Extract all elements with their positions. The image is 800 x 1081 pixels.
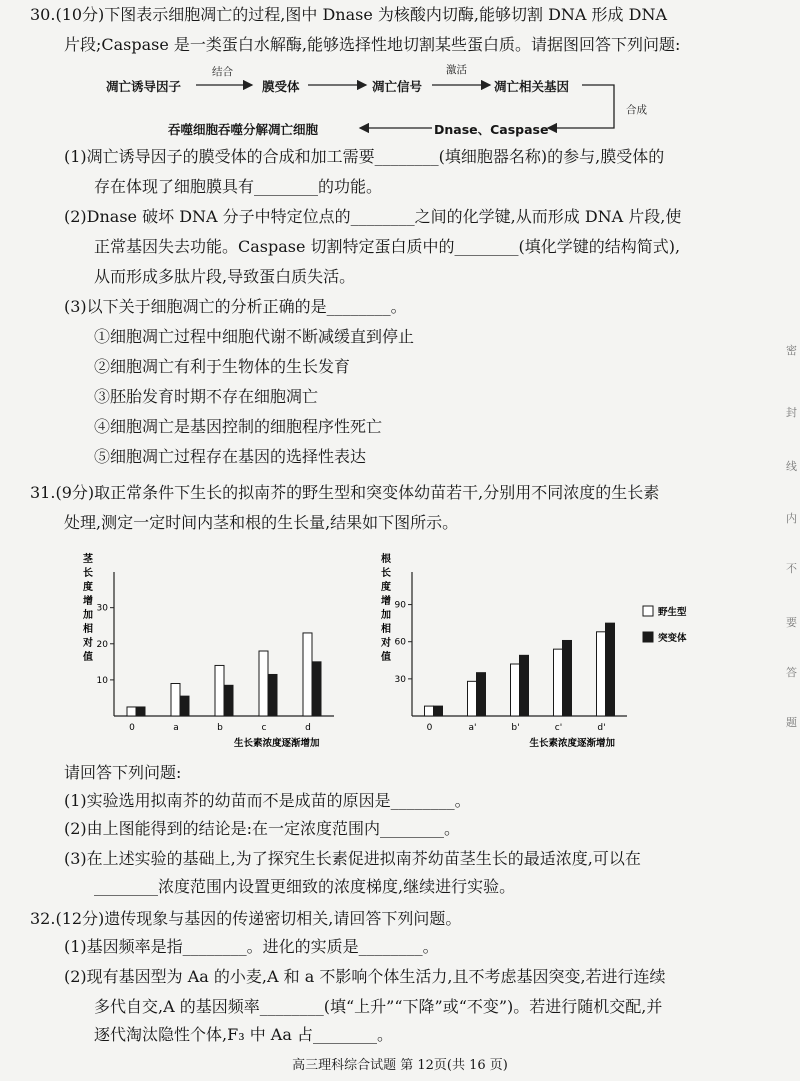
root-xtick-label: a' (468, 723, 477, 733)
q30-part2-line2: 正常基因失去功能。Caspase 切割特定蛋白质中的________(填化学键的结构简式), (94, 237, 681, 256)
flow-edge-activate: 激活 (446, 64, 467, 76)
root-xtick-label: c' (554, 723, 563, 733)
stem-ylabel-char: 加 (83, 610, 93, 621)
stem-ylabel-char: 相 (83, 624, 93, 635)
q30-part3: (3)以下关于细胞凋亡的分析正确的是________。 (64, 297, 407, 316)
stem-bar-wildtype (215, 665, 224, 716)
root-xtick-label: b' (511, 723, 520, 733)
root-ytick-label: 90 (394, 600, 406, 611)
root-legend-label: 野生型 (658, 607, 687, 618)
root-bar-wildtype (468, 681, 477, 716)
q30-option-4: ④细胞凋亡是基因控制的细胞程序性死亡 (94, 417, 383, 436)
stem-ylabel-char: 值 (83, 652, 93, 663)
stem-ylabel-char: 长 (83, 568, 93, 579)
stem-bar-mutant (180, 696, 189, 716)
seal-char-8: 题 (786, 716, 797, 729)
q31-part2: (2)由上图能得到的结论是:在一定浓度范围内________。 (64, 819, 461, 838)
root-ylabel-char: 相 (381, 624, 391, 635)
q31-part3-line1: (3)在上述实验的基础上,为了探究生长素促进拟南芥幼苗茎生长的最适浓度,可以在 (64, 849, 641, 868)
root-ytick-label: 30 (394, 674, 406, 685)
flow-node-phagocyte: 吞噬细胞吞噬分解凋亡细胞 (168, 122, 319, 137)
root-legend-swatch (643, 606, 653, 616)
root-ylabel-char: 长 (381, 568, 391, 579)
flow-node-signal: 凋亡信号 (372, 79, 423, 94)
stem-xtick-label: c (261, 723, 267, 733)
stem-bar-mutant (312, 662, 321, 716)
stem-ylabel-char: 对 (83, 638, 93, 649)
root-xtick-label: 0 (426, 723, 433, 733)
flow-edge-synthesize: 合成 (626, 104, 647, 116)
stem-bar-wildtype (171, 684, 180, 717)
q30-part2-line3: 从而形成多肽片段,导致蛋白质失活。 (94, 267, 356, 286)
q30-intro-line2: 片段;Caspase 是一类蛋白水解酶,能够选择性地切割某些蛋白质。请据图回答下列问题: (64, 35, 681, 54)
stem-bar-mutant (224, 685, 233, 716)
q32-intro: 32.(12分)遗传现象与基因的传递密切相关,请回答下列问题。 (30, 909, 462, 928)
root-ylabel-char: 度 (381, 582, 391, 593)
root-bar-mutant (477, 673, 486, 716)
root-bar-mutant (434, 706, 443, 716)
seal-char-1: 密 (786, 344, 797, 357)
q31-intro-line2: 处理,测定一定时间内茎和根的生长量,结果如下图所示。 (64, 513, 459, 532)
q31-part1: (1)实验选用拟南芥的幼苗而不是成苗的原因是________。 (64, 791, 471, 810)
root-bar-mutant (606, 623, 615, 716)
q30-intro-line1: 30.(10分)下图表示细胞凋亡的过程,图中 Dnase 为核酸内切酶,能够切割 DNA 形成 DNA (30, 5, 668, 24)
stem-xlabel: 生长素浓度逐渐增加 (234, 738, 320, 749)
root-ylabel-char: 根 (381, 554, 391, 565)
stem-bar-wildtype (303, 633, 312, 716)
flow-node-inducer: 凋亡诱导因子 (106, 79, 182, 94)
stem-ylabel-char: 增 (83, 596, 93, 607)
root-bar-mutant (520, 655, 529, 716)
root-bar-wildtype (597, 632, 606, 716)
root-ylabel-char: 对 (381, 638, 391, 649)
q30-part2-line1: (2)Dnase 破坏 DNA 分子中特定位点的________之间的化学键,从而形成 DNA 片段,使 (64, 207, 682, 226)
stem-ytick-label: 10 (96, 675, 108, 686)
root-legend-swatch (643, 632, 653, 642)
stem-bar-wildtype (259, 651, 268, 716)
q31-ask: 请回答下列问题: (64, 763, 182, 782)
root-bar-mutant (563, 640, 572, 716)
q30-part1-line2: 存在体现了细胞膜具有________的功能。 (94, 177, 383, 196)
root-bar-wildtype (425, 706, 434, 716)
q30-option-5: ⑤细胞凋亡过程存在基因的选择性表达 (94, 447, 367, 466)
seal-char-3: 线 (786, 460, 797, 473)
seal-char-2: 封 (786, 406, 797, 419)
flow-node-genes: 凋亡相关基因 (494, 79, 570, 94)
stem-xtick-label: b (217, 723, 223, 733)
seal-char-4: 内 (786, 512, 797, 525)
stem-ytick-label: 20 (96, 639, 108, 650)
q31-intro-line1: 31.(9分)取正常条件下生长的拟南芥的野生型和突变体幼苗若干,分别用不同浓度的生长素 (30, 483, 660, 502)
root-ytick-label: 60 (394, 637, 406, 648)
root-growth-chart (358, 548, 728, 758)
stem-bar-mutant (136, 707, 145, 716)
root-bar-wildtype (511, 664, 520, 716)
root-ylabel-char: 增 (381, 596, 391, 607)
flow-edge-bind: 结合 (212, 66, 233, 78)
stem-ytick-label: 30 (96, 603, 108, 614)
root-ylabel-char: 加 (381, 610, 391, 621)
flow-node-enzymes: Dnase、Caspase (434, 122, 549, 137)
root-xtick-label: d' (597, 723, 606, 733)
q31-part3-line2: ________浓度范围内设置更细致的浓度梯度,继续进行实验。 (94, 877, 516, 896)
q30-part1-line1: (1)凋亡诱导因子的膜受体的合成和加工需要________(填细胞器名称)的参与,膜受体的 (64, 147, 665, 166)
stem-xtick-label: a (173, 723, 179, 733)
stem-bar-mutant (268, 674, 277, 716)
root-ylabel-char: 值 (381, 652, 391, 663)
root-xlabel: 生长素浓度逐渐增加 (529, 738, 616, 749)
stem-xtick-label: 0 (129, 723, 135, 733)
stem-bar-wildtype (127, 707, 136, 716)
root-legend-label: 突变体 (658, 633, 687, 644)
seal-char-5: 不 (786, 562, 797, 575)
q30-option-1: ①细胞凋亡过程中细胞代谢不断减缓直到停止 (94, 327, 415, 346)
q32-part2-line3: 逐代淘汰隐性个体,F₃ 中 Aa 占________。 (94, 1025, 393, 1044)
seal-char-6: 要 (786, 616, 797, 629)
stem-ylabel-char: 度 (83, 582, 93, 593)
stem-ylabel-char: 茎 (83, 554, 93, 565)
seal-char-7: 答 (786, 666, 797, 679)
q32-part2-line1: (2)现有基因型为 Aa 的小麦,A 和 a 不影响个体生活力,且不考虑基因突变,若进行连续 (64, 967, 666, 986)
q32-part1: (1)基因频率是指________。进化的实质是________。 (64, 937, 439, 956)
q30-option-3: ③胚胎发育时期不存在细胞凋亡 (94, 387, 319, 406)
q30-option-2: ②细胞凋亡有利于生物体的生长发育 (94, 357, 351, 376)
page-footer: 高三理科综合试题 第 12页(共 16 页) (292, 1058, 508, 1073)
stem-xtick-label: d (305, 723, 311, 733)
flow-node-receptor: 膜受体 (262, 79, 300, 94)
root-bar-wildtype (554, 649, 563, 716)
q32-part2-line2: 多代自交,A 的基因频率________(填“上升”“下降”或“不变”)。若进行随机交配,并 (94, 997, 663, 1016)
